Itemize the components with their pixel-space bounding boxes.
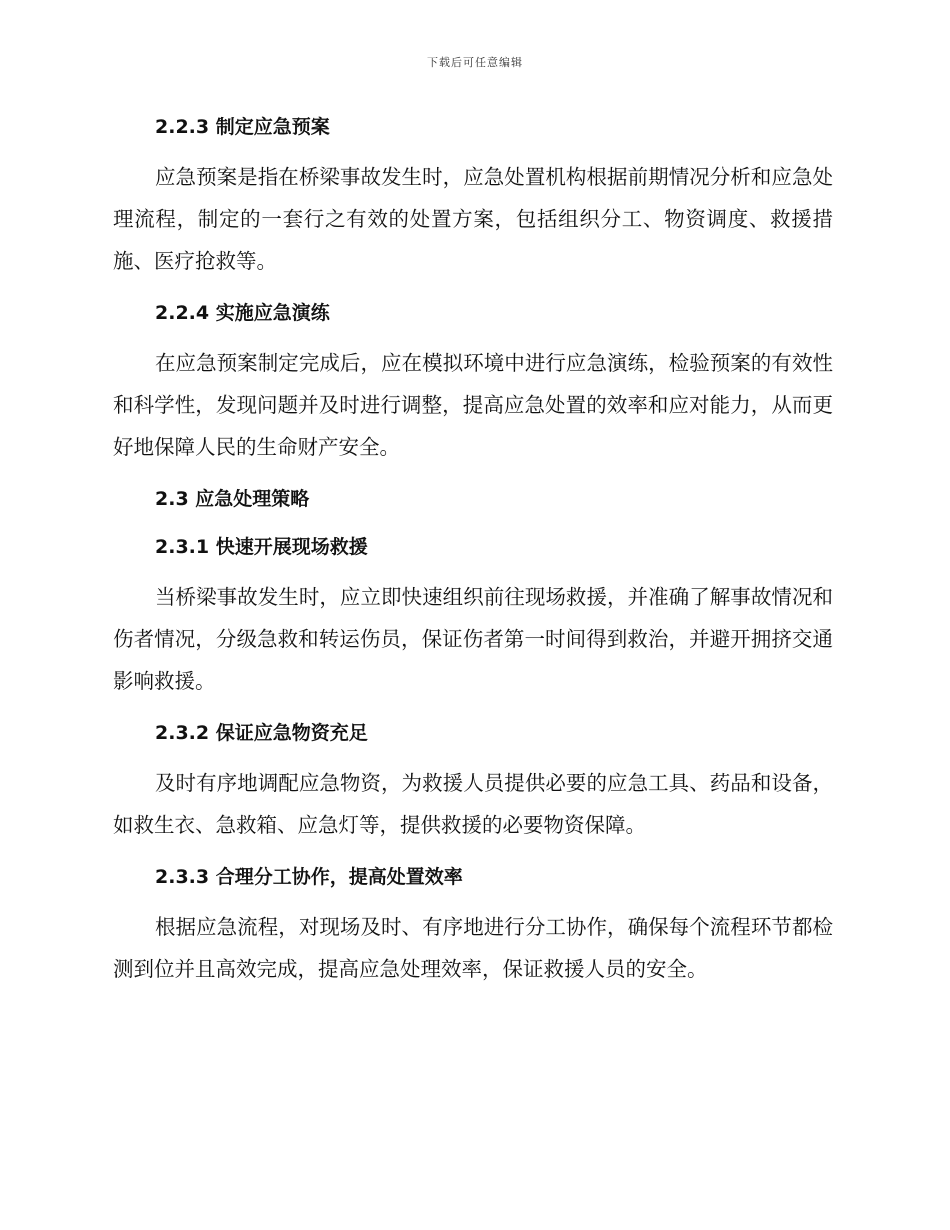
- section-paragraph-2-3-2: 及时有序地调配应急物资，为救援人员提供必要的应急工具、药品和设备，如救生衣、急救箱、应急灯等，提供救援的必要物资保障。: [113, 771, 833, 837]
- section-heading-2-2-4: 2.2.4 实施应急演练: [155, 302, 330, 324]
- document-body: [113, 110, 833, 1004]
- section-heading-2-2-3: 2.2.3 制定应急预案: [155, 116, 330, 138]
- section-heading-2-3-1: 2.3.1 快速开展现场救援: [155, 536, 368, 558]
- section-paragraph-2-2-3: 应急预案是指在桥梁事故发生时，应急处置机构根据前期情况分析和应急处理流程，制定的一套行之有效的处置方案，包括组织分工、物资调度、救援措施、医疗抢救等。: [113, 165, 833, 273]
- section-paragraph-2-2-4: 在应急预案制定完成后，应在模拟环境中进行应急演练，检验预案的有效性和科学性，发现问题并及时进行调整，提高应急处置的效率和应对能力，从而更好地保障人民的生命财产安全。: [113, 351, 833, 459]
- section-heading-2-3: 2.3 应急处理策略: [155, 488, 310, 510]
- section-paragraph-2-3-3: 根据应急流程，对现场及时、有序地进行分工协作，确保每个流程环节都检测到位并且高效完成，提高应急处理效率，保证救援人员的安全。: [113, 915, 833, 981]
- section-heading-2-3-3: 2.3.3 合理分工协作，提高处置效率: [155, 866, 463, 888]
- section-paragraph-2-3-1: 当桥梁事故发生时，应立即快速组织前往现场救援，并准确了解事故情况和伤者情况，分级急救和转运伤员，保证伤者第一时间得到救治，并避开拥挤交通影响救援。: [113, 585, 833, 693]
- section-heading-2-3-2: 2.3.2 保证应急物资充足: [155, 722, 368, 744]
- page-header-note: 下载后可任意编辑: [427, 56, 523, 69]
